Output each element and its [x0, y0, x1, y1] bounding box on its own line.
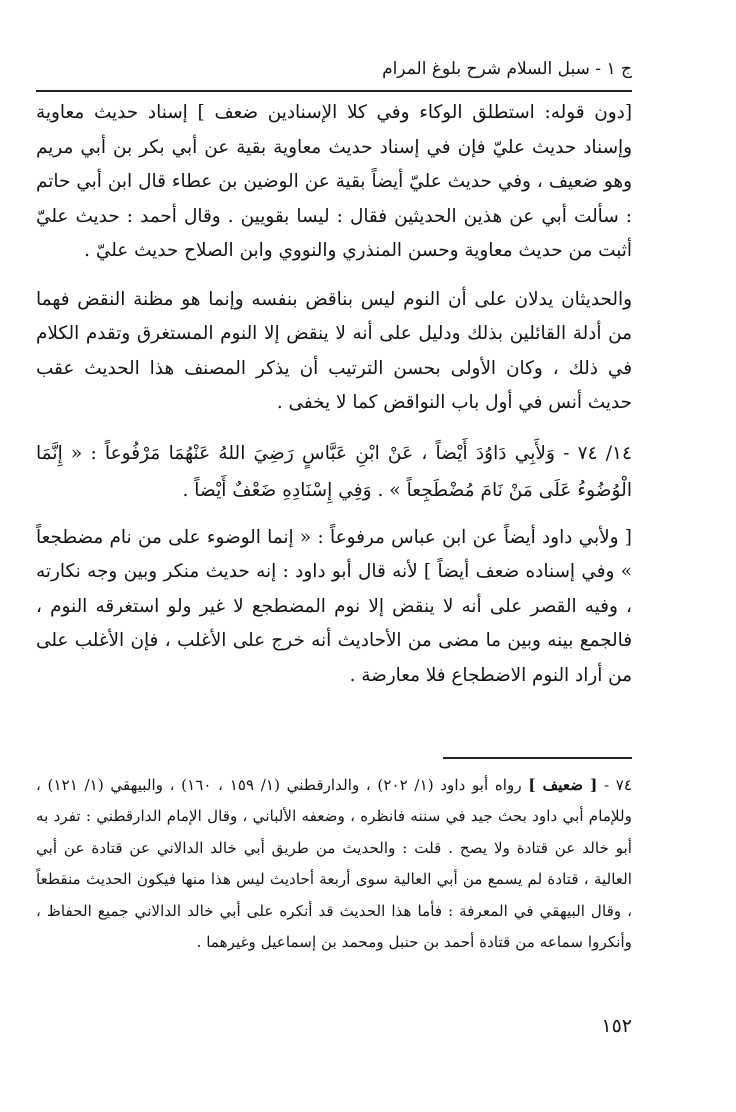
commentary-paragraph-2: والحديثان يدلان على أن النوم ليس بناقض بنفسه وإنما هو مظنة النقض فهما من أدلة القائلين بذلك ودليل على أنه لا ينقض إلا النوم المستغرق وتقدم الكلام في ذلك ، وكان الأولى بحسن الترتيب أن يذكر المصنف هذا الحديث عقب حديث أنس في أول باب النواقض كما لا يخفى .: [36, 288, 632, 413]
footnote-text: رواه أبو داود (١/ ٢٠٢) ، والدارقطني (١/ ١٥٩ ، ١٦٠) ، والبيهقي (١/ ١٢١) ، وللإمام أبي داود بحث جيد في سننه فانظره ، وضعفه الألباني ، وقال الإمام الدارقطني : تفرد به أبو خالد عن قتادة ولا يصح . قلت : والحديث من طريق أبي خالد الدالاني عن قتادة عن أبي العالية ، قتادة لم يسمع من أبي العالية سوى أربعة أحاديث ليس هذا منها فيكون الحديث منقطعاً ، وقال البيهقي في المعرفة : فأما هذا الحديث قد أنكره على أبي خالد الدالاني جميع الحفاظ ، وأنكروا سماعه من قتادة أحمد بن حنبل ومحمد بن إسماعيل وغيرهما .: [36, 776, 632, 952]
footnote: [36, 770, 632, 958]
footnote-grade: [ ضعيف ]: [528, 776, 598, 794]
page-number: ١٥٢: [601, 1015, 632, 1037]
footnote-separator: [443, 757, 632, 759]
commentary-paragraph-3: [ ولأبي داود أيضاً عن ابن عباس مرفوعاً : « إنما الوضوء على من نام مضطجعاً » وفي إسناده ضعف أيضاً ] لأنه قال أبو داود : إنه حديث منكر وبين وجه نكارته ، وفيه القصر على أنه لا ينقض إلا نوم المضطجع لا غير ولو استغرقه النوم ، فالجمع بينه وبين ما مضى من الأحاديث أنه خرج على الأغلب ، فإن الأغلب على من أراد النوم الاضطجاع فلا معارضة .: [36, 526, 632, 686]
footnote-number: ٧٤ -: [603, 776, 633, 794]
running-header: ج ١ - سبل السلام شرح بلوغ المرام: [382, 59, 632, 79]
commentary-paragraph-1: [دون قوله: استطلق الوكاء وفي كلا الإسنادين ضعف ] إسناد حديث معاوية وإسناد حديث عليّ فإن في إسناد حديث معاوية بقية عن أبي بكر بن أبي مريم وهو ضعيف ، وفي حديث عليّ أيضاً بقية عن الوضين بن عطاء قال ابن أبي حاتم : سألت أبي عن هذين الحديثين فقال : ليسا بقويين . وقال أحمد : حديث عليّ أثبت من حديث معاوية وحسن المنذري والنووي وابن الصلاح حديث عليّ .: [36, 102, 632, 261]
hadith-text: ١٤/ ٧٤ - وَلأَبِي دَاوُدَ أَيْضاً ، عَنْ ابْنِ عَبَّاسٍ رَضِيَ اللهُ عَنْهُمَا مَرْفُوعاً : « إِنَّمَا الْوُضُوءُ عَلَى مَنْ نَامَ مُضْطَجِعاً » . وَفِي إِسْنَادِهِ ضَعْفٌ أَيْضاً .: [36, 442, 633, 501]
main-text: [36, 96, 632, 707]
header-rule: [36, 90, 632, 92]
